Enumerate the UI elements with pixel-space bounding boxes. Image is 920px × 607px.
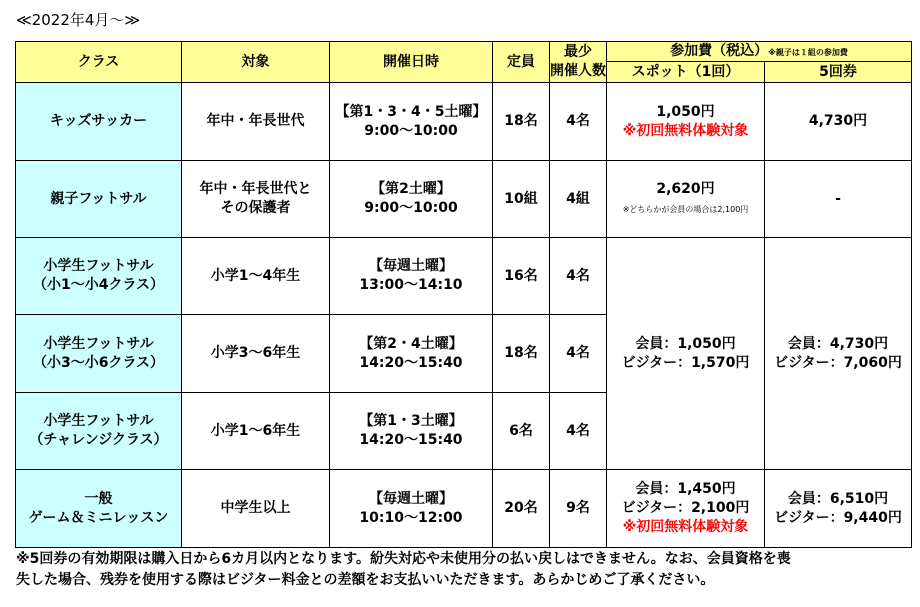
class-cell: キッズサッカー bbox=[16, 83, 182, 161]
target-line2: その保護者 bbox=[220, 200, 291, 216]
member-discount-note: ※どちらかが会員の場合は2,100円 bbox=[622, 205, 749, 214]
member-price: 会員：1,050円 bbox=[635, 335, 736, 352]
class-line2: （小1～小4クラス） bbox=[32, 277, 165, 293]
time-text: 9:00～10:00 bbox=[364, 122, 458, 139]
target-cell: 小学1～6年生 bbox=[182, 393, 330, 470]
footer-line2: 失した場合、残券を使用する際はビジター料金との差額をお支払いいただきます。あらかじめご了承ください。 bbox=[16, 572, 715, 588]
visitor-ticket-price: ビジター：7,060円 bbox=[774, 354, 902, 371]
ticket-fee-cell: - bbox=[765, 161, 912, 238]
capacity-cell: 6名 bbox=[493, 393, 550, 470]
header-min-line1: 最少 bbox=[564, 44, 592, 61]
day-text: 【毎週土曜】 bbox=[369, 490, 453, 507]
datetime-cell bbox=[330, 470, 493, 548]
class-cell: 親子フットサル bbox=[16, 161, 182, 238]
capacity-cell: 18名 bbox=[493, 83, 550, 161]
header-fee-title: 参加費（税込） bbox=[670, 43, 769, 60]
class-line1: 小学生フットサル bbox=[43, 258, 154, 275]
capacity-cell: 16名 bbox=[493, 238, 550, 315]
capacity-cell: 18名 bbox=[493, 315, 550, 393]
member-ticket-price: 会員：4,730円 bbox=[787, 335, 889, 352]
header-spot: スポット（1回） bbox=[607, 62, 765, 83]
class-cell bbox=[16, 238, 182, 315]
header-min bbox=[550, 42, 607, 83]
ticket-fee-cell: 4,730円 bbox=[765, 83, 912, 161]
datetime-cell bbox=[330, 83, 493, 161]
class-line1: 小学生フットサル bbox=[43, 413, 154, 430]
header-capacity: 定員 bbox=[493, 42, 550, 83]
ticket-fee-cell bbox=[765, 470, 912, 548]
spot-fee-cell bbox=[607, 470, 765, 548]
spot-price: 1,050円 bbox=[656, 103, 715, 120]
class-cell bbox=[16, 393, 182, 470]
spot-fee-merged-cell bbox=[607, 238, 765, 470]
header-class: クラス bbox=[16, 42, 182, 83]
class-line1: 小学生フットサル bbox=[43, 335, 154, 352]
header-ticket: 5回券 bbox=[765, 62, 912, 83]
table-row bbox=[16, 161, 912, 238]
day-text: 【第2土曜】 bbox=[371, 181, 451, 198]
time-text: 10:10～12:00 bbox=[359, 509, 463, 526]
target-cell: 小学3～6年生 bbox=[182, 315, 330, 393]
min-cell: 4組 bbox=[550, 161, 607, 238]
day-text: 【第2・4土曜】 bbox=[359, 335, 463, 352]
schedule-table bbox=[15, 41, 912, 548]
table-row bbox=[16, 238, 912, 315]
header-fee bbox=[607, 42, 912, 62]
class-line2: ゲーム＆ミニレッスン bbox=[28, 509, 169, 526]
target-cell: 中学生以上 bbox=[182, 470, 330, 548]
class-cell bbox=[16, 315, 182, 393]
datetime-cell bbox=[330, 393, 493, 470]
day-text: 【第1・3・4・5土曜】 bbox=[335, 103, 487, 120]
target-cell: 年中・年長世代 bbox=[182, 83, 330, 161]
datetime-cell bbox=[330, 238, 493, 315]
visitor-ticket-price: ビジター：9,440円 bbox=[774, 509, 902, 526]
period-label: ≪2022年4月～≫ bbox=[16, 11, 141, 29]
min-cell: 4名 bbox=[550, 315, 607, 393]
header-fee-note: ※親子は１組の参加費 bbox=[768, 48, 848, 58]
target-cell: 小学1～4年生 bbox=[182, 238, 330, 315]
target-line1: 年中・年長世代と bbox=[199, 181, 312, 198]
spot-fee-cell bbox=[607, 161, 765, 238]
footer-line1: ※5回券の有効期限は購入日から6カ月以内となります。紛失対応や未使用分の払い戻しはできません。なお、会員資格を喪 bbox=[16, 551, 791, 567]
header-datetime: 開催日時 bbox=[330, 42, 493, 83]
day-text: 【第1・3土曜】 bbox=[359, 413, 463, 430]
member-price: 会員：1,450円 bbox=[635, 481, 736, 498]
time-text: 13:00～14:10 bbox=[359, 277, 463, 293]
time-text: 14:20～15:40 bbox=[359, 432, 463, 448]
class-line1: 一般 bbox=[84, 490, 113, 507]
ticket-fee-merged-cell bbox=[765, 238, 912, 470]
datetime-cell bbox=[330, 161, 493, 238]
target-cell bbox=[182, 161, 330, 238]
time-text: 9:00～10:00 bbox=[364, 200, 458, 216]
spot-fee-cell bbox=[607, 83, 765, 161]
min-cell: 4名 bbox=[550, 83, 607, 161]
footer-note bbox=[16, 549, 912, 591]
capacity-cell: 20名 bbox=[493, 470, 550, 548]
datetime-cell bbox=[330, 315, 493, 393]
day-text: 【毎週土曜】 bbox=[369, 258, 453, 275]
table-row bbox=[16, 83, 912, 161]
class-cell bbox=[16, 470, 182, 548]
member-ticket-price: 会員：6,510円 bbox=[787, 490, 889, 507]
min-cell: 9名 bbox=[550, 470, 607, 548]
free-trial-note: ※初回無料体験対象 bbox=[622, 122, 749, 139]
time-text: 14:20～15:40 bbox=[359, 354, 463, 371]
visitor-price: ビジター：2,100円 bbox=[621, 500, 750, 517]
visitor-price: ビジター：1,570円 bbox=[621, 354, 750, 371]
min-cell: 4名 bbox=[550, 393, 607, 470]
spot-price: 2,620円 bbox=[656, 181, 715, 198]
capacity-cell: 10組 bbox=[493, 161, 550, 238]
min-cell: 4名 bbox=[550, 238, 607, 315]
class-line2: （チャレンジクラス） bbox=[29, 432, 168, 448]
header-target: 対象 bbox=[182, 42, 330, 83]
table-row bbox=[16, 470, 912, 548]
class-line2: （小3～小6クラス） bbox=[32, 354, 165, 371]
free-trial-note: ※初回無料体験対象 bbox=[622, 518, 749, 535]
header-min-line2: 開催人数 bbox=[550, 63, 606, 79]
